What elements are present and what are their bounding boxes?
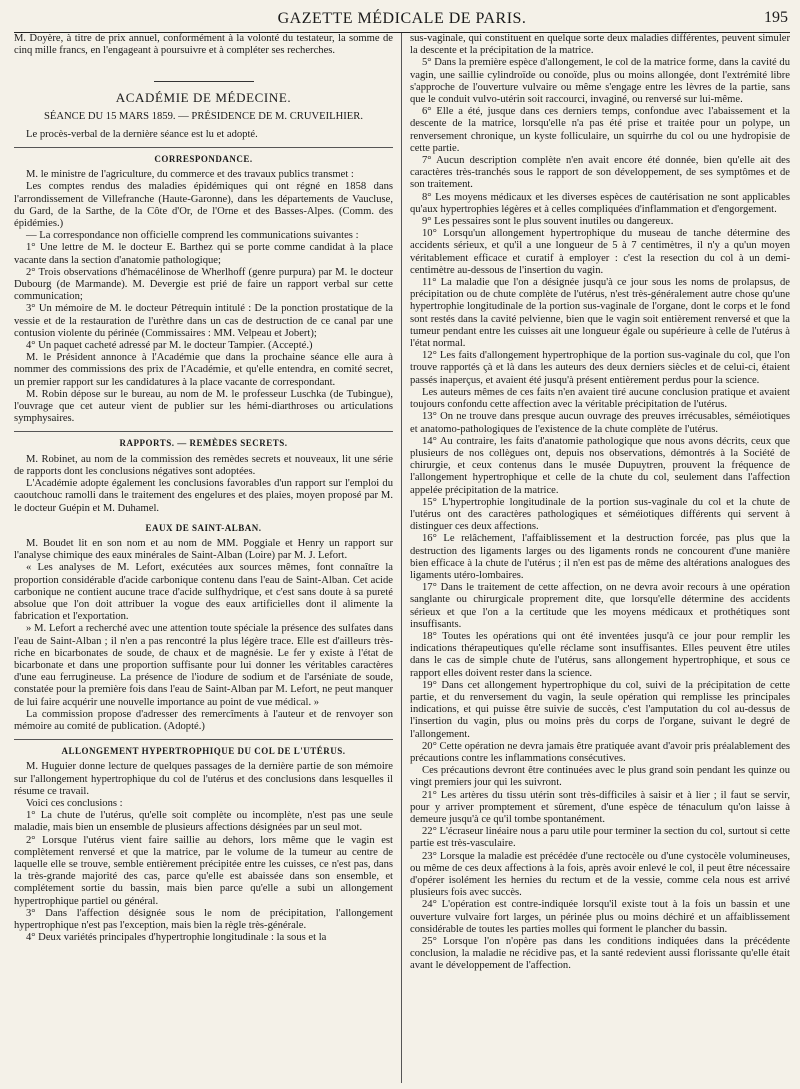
right-column [402,33,790,1083]
paragraph: 16° Le relâchement, l'affaiblissement et la destruction forcée, pas plus que la destruction des ligaments larges ou des ligaments ronds ne concourent d'une manière bien efficace à la chute de l'utérus ; il n'en est pas de même des altérations analogues des ligaments utéro-lombaires. [410,533,790,581]
paragraph: 22° L'écraseur linéaire nous a paru utile pour terminer la section du col, surtout si cette partie est très-vasculaire. [410,826,790,850]
paragraph: La commission propose d'adresser des remercîments à l'auteur et de renvoyer son mémoire au comité de publication. (Adopté.) [14,708,393,732]
paragraph: 1° La chute de l'utérus, qu'elle soit complète ou incomplète, n'est pas une seule maladie, mais bien un ensemble de plusieurs affections désignées par un seul mot. [14,810,393,834]
paragraph: M. le Président annonce à l'Académie que dans la prochaine séance elle aura à nommer des commissions des prix de l'Académie, et qu'elle entendra, en comité secret, un premier rapport sur les candidatures à la place vacante de correspondant. [14,352,393,388]
paragraph: Voici ces conclusions : [26,797,123,809]
paragraph: 3° Un mémoire de M. le docteur Pétrequin intitulé : De la ponction prostatique de la vessie et de la restauration de l'urèthre dans un cas de destruction de ce canal par une contusion violente du périnée (Commissaires : MM. Velpeau et Jobert); [14,303,393,339]
seance-line: SÉANCE DU 15 MARS 1859. — PRÉSIDENCE DE M. CRUVEILHIER. [43,110,363,122]
paragraph: 3° Dans l'affection désignée sous le nom de précipitation, l'allongement hypertrophique n'est pas l'exception, mais bien la règle très-générale. [14,907,393,931]
paragraph: 15° L'hypertrophie longitudinale de la portion sus-vaginale du col et la chute de l'utérus ont des caractères pathologiques et séméiotiques différents qui servent à distinguer ces deux affections. [410,496,790,533]
correspondance-heading: CORRESPONDANCE. [14,147,393,165]
paragraph: 4° Deux variétés principales d'hypertrophie longitudinale : la sous et la [26,932,327,944]
page-number: 195 [764,9,788,26]
paragraph: M. Boudet lit en son nom et au nom de MM. Poggiale et Henry un rapport sur l'analyse chimique des eaux minérales de Saint-Alban (Loire) par M. J. Lefort. [14,537,393,562]
page-header [14,6,790,33]
left-column [14,33,402,1083]
paragraph: — La correspondance non officielle comprend les communications suivantes : [26,230,359,242]
paragraph: 17° Dans le traitement de cette affection, on ne devra avoir recours à une opération sanglante ou chirurgicale proprement dite, que lorsqu'elle détermine des accidents sérieux et que l'on a la certitude que les moyens médicaux et prothétiques sont insuffisants. [410,582,790,630]
paragraph: 7° Aucun description complète n'en avait encore été donnée, bien qu'elle ait des caractères très-tranchés sous le rapport de son développement, de ses symptômes et de son traitement. [410,155,790,191]
paragraph: M. Huguier donne lecture de quelques passages de la dernière partie de son mémoire sur l'allongement hypertrophique du col de l'utérus et des conclusions dans lesquelles il résume ce travail. [14,761,393,797]
paragraph: 2° Trois observations d'hémacélinose de Wherlhoff (genre purpura) par M. le docteur Dubourg (de Marmande). M. Devergie est prié de faire un rapport verbal sur cette communication; [14,266,393,303]
paragraph: 8° Les moyens médicaux et les diverses espèces de cautérisation ne sont applicables qu'aux hypertrophies légères et à celles compliquées d'inflammation et d'engorgement. [410,191,790,215]
academie-heading: ACADÉMIE DE MÉDECINE. [115,90,292,106]
eaux-heading: EAUX DE SAINT-ALBAN. [145,522,262,533]
intro-paragraph: M. Doyère, à titre de prix annuel, conformément à la volonté du testateur, la somme de cinq mille francs, en l'engageant à poursuivre et à compléter ses recherches. [14,33,393,57]
article-columns [14,33,790,1083]
paragraph: 1° Une lettre de M. le docteur E. Barthez qui se porte comme candidat à la place vacante dans la section d'anatomie pathologique; [14,242,393,266]
paragraph: 20° Cette opération ne devra jamais être pratiquée avant d'avoir pris préalablement des précautions contre les inflammations consécutives. [410,740,790,764]
paragraph: 23° Lorsque la maladie est précédée d'une rectocèle ou d'une cystocèle volumineuses, ou même de ces deux affections à la fois, après avoir enlevé le col, il peut être nécessaire d'opérer isolément les hernies du rectum et de la vessie, comme cela nous est arrivé plusieurs fois avec succès. [410,850,790,899]
paragraph: 4° Un paquet cacheté adressé par M. le docteur Tampier. (Accepté.) [26,340,313,352]
journal-title: GAZETTE MÉDICALE DE PARIS. [277,10,527,27]
proces-verbal: Le procès-verbal de la dernière séance est lu et adopté. [26,128,258,140]
paragraph: 21° Les artères du tissu utérin sont très-difficiles à saisir et à lier ; il faut se servir, pour y arriver promptement et sûrement, d'une espèce de ténaculum qu'on laisse à demeure jusqu'à ce qu'il tombe spontanément. [410,789,790,825]
paragraph: M. Robinet, au nom de la commission des remèdes secrets et nouveaux, lit une série de rapports dont les conclusions négatives sont adoptées. [14,453,393,477]
paragraph: Les auteurs mêmes de ces faits n'en avaient tiré aucune conclusion pratique et avaient toujours confondu cette affection avec la véritable précipitation de l'utérus. [410,386,790,411]
paragraph: 10° Lorsqu'un allongement hypertrophique du museau de tanche détermine des accidents sérieux, et qu'il a une longueur de 5 à 7 centimètres, il n'y a qu'un moyen véritablement efficace et curatif à employer : c'est la resection du col à un demi-centimètre au-dessous de l'insertion du vagin. [410,228,790,276]
paragraph: Les comptes rendus des maladies épidémiques qui ont régné en 1858 dans l'arrondissement de Villefranche (Haute-Garonne), dans les départements de Vaucluse, du Gard, de la Sarthe, de la Côte d'Or, de l'Orne et des Basses-Alpes. (Comm. des épidémies.) [14,181,393,230]
paragraph: « Les analyses de M. Lefort, exécutées aux sources mêmes, font connaître la proportion considérable d'acide carbonique contenu dans l'eau de Saint-Alban. Cet acide carbonique ne contient aucune trace d'acide sulfhydrique, et c'est sans doute à sa pureté absolue que l'on doit attribuer la vogue des eaux artificielles dont il alimente la fabrication et l'exportation. [14,562,393,623]
allongement-heading: ALLONGEMENT HYPERTROPHIQUE DU COL DE L'UTÉRUS. [14,739,393,757]
paragraph: 12° Les faits d'allongement hypertrophique de la portion sus-vaginale du col, que l'on trouve rapportés çà et là dans les auteurs des deux derniers siècles et de celui-ci, étaient passés inaperçus, et avaient été jusqu'à présent entièrement perdus pour la science. [410,350,790,386]
section-divider [154,81,254,82]
paragraph: 24° L'opération est contre-indiquée lorsqu'il existe tout à la fois un bassin et une ouverture vulvaire fort larges, un périnée plus ou moins déchiré et un affaiblissement considérable de toutes les parties molles qui forment le plancher du bassin. [410,899,790,935]
paragraph: 18° Toutes les opérations qui ont été inventées jusqu'à ce jour pour remplir les indications thérapeutiques qu'elle réclame sont insuffisantes. Elles peuvent être utiles dans le cas de simple chute de l'utérus, sans allongement hypertrophique, et sous ce rapport elles doivent rester dans la science. [410,630,790,679]
paragraph: M. Robin dépose sur le bureau, au nom de M. le professeur Luschka (de Tubingue), l'ouvrage que cet auteur vient de publier sur les hémi-diarthroses ou articulations symphysaires. [14,388,393,425]
paragraph: 5° Dans la première espèce d'allongement, le col de la matrice forme, dans la cavité du vagin, une saillie cylindroïde ou conoïde, plus ou moins allongée, dont l'extrémité libre s'approche de l'ouverture vulvaire ou même s'engage entre les lèvres de la partie, sans que le conduit vulvo-utérin soit raccourci, invaginé, ou renversé sur lui-même. [410,57,790,106]
paragraph: 14° Au contraire, les faits d'anatomie pathologique que nous avons décrits, ceux que plusieurs de nos collègues ont, depuis nos observations, démontrés à la Société de chirurgie, et ceux contenus dans le musée Dupuytren, prouvent la fréquence de l'allongement hypertrophique et celle de la chute du col, seulement dans l'affection appelée précipitation de la matrice. [410,435,790,496]
paragraph: » M. Lefort a recherché avec une attention toute spéciale la présence des sulfates dans l'eau de Saint-Alban ; il n'en a pas rencontré la plus légère trace. Elle est d'ailleurs très-riche en bicarbonates de soude, de chaux et de magnésie. Le fer y existe à l'état de bicarbonate et dans une proportion suffisante pour lui donner les véritables caractères d'une eau ferrugineuse. La présence de l'iodure de sodium et de l'arséniate de soude, constatée pour la première fois dans l'eau de Saint-Alban par M. Lefort, ne peut manquer de lui faire acquérir une nouvelle importance au point de vue médical. » [14,623,393,708]
paragraph: Ces précautions devront être continuées avec le plus grand soin pendant les quinze ou vingt premiers jour qui les suivront. [410,765,790,789]
paragraph: M. le ministre de l'agriculture, du commerce et des travaux publics transmet : [26,169,354,181]
paragraph: 25° Lorsque l'on n'opère pas dans les conditions indiquées dans la précédente conclusion, la maladie ne récidive pas, et la santé redevient aussi florissante qu'elle était avant le développement de l'affection. [410,936,790,972]
rapports-heading: RAPPORTS. — REMÈDES SECRETS. [14,431,393,449]
paragraph: 9° Les pessaires sont le plus souvent inutiles ou dangereux. [422,216,674,228]
paragraph: sus-vaginale, qui constituent en quelque sorte deux maladies différentes, peuvent simuler la descente et la précipitation de la matrice. [410,33,790,57]
paragraph: 6° Elle a été, jusque dans ces derniers temps, confondue avec l'abaissement et la descente de la matrice, lorsqu'elle n'a pas été prise et traitée pour un polype, un renversement chronique, un kyste folliculaire, un squirrhe du col ou une hydropisie de cette partie. [410,106,790,154]
paragraph: 11° La maladie que l'on a désignée jusqu'à ce jour sous les noms de prolapsus, de précipitation ou de chute complète de l'utérus, n'est très-généralement autre chose qu'une hypertrophie longitudinale de la portion sus-vaginale de l'organe, dont le corps et le fond sont restés dans la cavité pelvienne, bien que le vagin soit entièrement renversé et que la tumeur pendant entre les cuisses ait une longueur égale ou supérieure à celle de l'utérus à l'état normal. [410,277,790,350]
paragraph: L'Académie adopte également les conclusions favorables d'un rapport sur l'emploi du caoutchouc ramolli dans le traitement des engelures et des plaies, moyen proposé par M. le docteur Guépin et M. Duhamel. [14,478,393,514]
paragraph: 19° Dans cet allongement hypertrophique du col, suivi de la précipitation de cette partie, et du renversement du vagin, la seule opération qui remplisse les principales indications, et qui puisse être suivie de succès, c'est l'amputation du col au-dessus de l'insertion du vagin, plus ou moins près du corps de l'organe, suivant le degré de l'allongement. [410,679,790,740]
paragraph: 2° Lorsque l'utérus vient faire saillie au dehors, lors même que le vagin est complètement renversé et que la matrice, par le volume de la tumeur au centre de laquelle elle se trouve, semble entièrement précipitée entre les cuisses, ce n'est pas, dans la très-grande majorité des cas, parce qu'elle est abaissée dans son ensemble, et complétement sortie du bassin, mais bien parce qu'elle a subi un allongement hypertrophique partiel ou général. [14,834,393,907]
paragraph: 13° On ne trouve dans presque aucun ouvrage des preuves irrécusables, séméiotiques et anatomo-pathologiques de l'existence de la chute complète de l'utérus. [410,411,790,435]
